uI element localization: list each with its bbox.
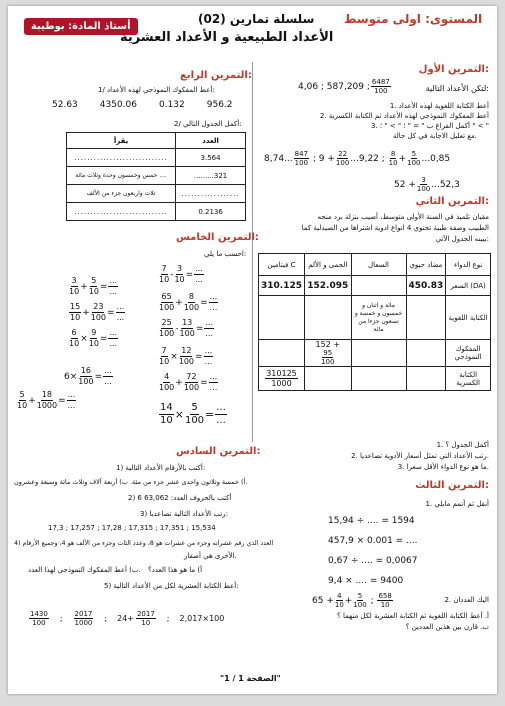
frac-denominator: ... — [109, 287, 118, 296]
e1-frac2 — [353, 592, 366, 609]
ex5-operation — [68, 276, 119, 297]
frac-numerator: ... — [109, 328, 118, 337]
teacher-stamp: أستاذ المادة: بوطيبة — [24, 18, 138, 35]
price-fever: 152.095 — [305, 276, 352, 296]
ex3-numbers: 65 + $\frac{4}{10}$ + $\frac{5}{100}$ ; $\frac{658}{10}$ — [312, 592, 392, 609]
cmp3-d1: 10 — [388, 159, 398, 167]
ex6-q3-list: 17,3 ; 17,257 ; 17,28 ; 17,315 ; 17,351 ; 15,534 — [48, 524, 216, 532]
cmp1-frac — [294, 150, 309, 167]
ex4-value-2: 4350.06 — [99, 100, 137, 110]
ex5-title: التمرين الخامس: — [176, 232, 259, 243]
cmp2-frac — [336, 150, 349, 167]
price-antibiotic: 450.83 — [406, 276, 446, 296]
frac-denominator: 100 — [159, 383, 175, 392]
ex6-q2: 2) أكتب بالحروف العدد: 63,062 6 — [128, 494, 232, 502]
ex3-q1: 1. أنقل ثم أتمم مايلي — [425, 500, 489, 508]
f1-den: 100 — [32, 619, 46, 627]
e2-den: 10 — [380, 601, 390, 609]
dev-antibiotic — [406, 340, 446, 367]
cmp4-num: 3 — [421, 176, 426, 184]
ex1-intro: لتكن الأعداد التالية: — [425, 84, 489, 93]
ex1-title: التمرين الأول: — [418, 64, 489, 75]
ex5-fraction — [209, 372, 219, 393]
ex1-q3: 3. أكمل الفراغ ب " = " ؛ " > " ؛ " < " — [370, 122, 489, 130]
e1-pre: 65 + — [312, 595, 334, 606]
ex1-fraction — [371, 78, 391, 95]
e1-d1: 10 — [334, 601, 344, 609]
ex5-symbol: = — [99, 333, 108, 344]
f1-num: 1430 — [30, 610, 48, 618]
ex6-f2 — [74, 610, 94, 627]
ex5-operation — [158, 264, 205, 285]
ex4-r1-reads: ............................. — [67, 149, 176, 167]
ex1-comparisons: 8,74... $\frac{847}{100}$ ; 9 + $\frac{22}{100}$ ...9,22 ; $\frac{8}{10}$ + $\frac{5}{100}$ ...0,85 — [264, 150, 451, 167]
dev-frac — [321, 349, 334, 366]
frac-numerator: 7 — [161, 346, 167, 355]
frac-denominator: 100 — [178, 357, 195, 366]
frac-vitamin — [259, 367, 305, 391]
written-vitamin — [259, 296, 305, 340]
ex5-operation — [158, 402, 228, 427]
frac-denominator: ... — [209, 303, 218, 312]
worksheet-page — [8, 6, 497, 694]
ex2-q3: 3. ما هو نوع الدواء الأقل سعرا. — [397, 463, 489, 471]
op-sum-n2: 18 — [41, 390, 52, 399]
e2-num: 658 — [378, 592, 392, 600]
ex5-fraction — [159, 318, 174, 339]
ex5-fraction — [108, 328, 118, 349]
frac-denominator: 100 — [183, 303, 200, 312]
ex6-q4a: أ) ما هو هذا العدد؟ — [148, 566, 203, 574]
e1-n2: 5 — [357, 592, 363, 600]
ex5-subtitle: احسب ما يلي: — [204, 250, 247, 258]
page-footer: "الصفحة 1 / 1" — [220, 674, 281, 683]
ex5-symbol: × — [174, 408, 184, 421]
ex5-fraction — [180, 318, 195, 339]
written-fever — [305, 296, 352, 340]
ex5-symbol: + — [175, 377, 183, 388]
f3-den: 10 — [141, 619, 151, 627]
ex6-q4: 4) العدد الذي رقم عشراته وجزء من عشرات هو 8، وعدد الئات وجزء من الألف هو 4، وجميع الأرقام — [14, 540, 274, 547]
ex5-op-sum — [16, 390, 77, 411]
cmp2-num: 22 — [338, 150, 348, 158]
ex4-value-3: 0.132 — [158, 100, 185, 110]
ex5-fraction — [108, 276, 118, 297]
ex3-title: التمرين الثالث: — [415, 480, 489, 491]
frac-numerator: ... — [209, 292, 218, 301]
dev-fever — [305, 340, 352, 367]
op-sum-rn: ... — [67, 390, 76, 399]
op-sum-frac2 — [37, 390, 57, 411]
op-int-frac — [78, 366, 93, 387]
ex5-symbol: × — [80, 333, 88, 344]
ex6-q1a: أ) خمسة وثلاثون واحدى عشر جزء من مئة. ب) أربعة آلاف وثلاث مائة وسبعة وعشرون. — [14, 478, 248, 486]
op-sum-eq: = — [58, 395, 66, 406]
ex5-fraction — [159, 264, 169, 285]
ex3-q2: 2. اليك العددان — [444, 596, 489, 604]
frac-numerator: 3 — [71, 276, 77, 285]
ex4-r2-number: .........321 — [176, 167, 246, 185]
frac-numerator: ... — [216, 402, 226, 413]
cmp3-post: ...0,85 — [421, 153, 451, 164]
cmp4-post: ...52,3 — [431, 179, 460, 190]
ex5-operation — [68, 302, 126, 323]
ex5-fraction — [194, 264, 204, 285]
ex5-symbol: = — [99, 281, 108, 292]
cmp1-pre: 8,74... — [264, 153, 293, 164]
f3-pre: 24+ — [117, 614, 134, 623]
frac-numerator: 4 — [164, 372, 170, 381]
frac-denominator: ... — [205, 329, 213, 338]
ex2-text3: يبينه الجدول الآتي: — [435, 235, 489, 243]
ex4-values — [52, 100, 233, 110]
frac-numerator: 15 — [70, 302, 81, 311]
frac-numerator: ... — [204, 346, 213, 355]
f2-num: 2017 — [74, 610, 93, 618]
price-cough — [351, 276, 406, 296]
ex5-symbol: = — [107, 307, 115, 318]
row-written: الكتابة اللغوية — [446, 296, 491, 340]
ex5-symbol: = — [200, 297, 208, 308]
frac-num: 310125 — [266, 369, 297, 378]
col-antibiotic: مضاد حيوي — [406, 254, 446, 276]
ex4-r2-reads: خمس وخمسون وحدة وثلاث مائة .... — [67, 167, 176, 185]
frac-denominator: 10 — [174, 275, 185, 284]
ex5-fraction — [204, 318, 214, 339]
ex5-fraction — [159, 372, 174, 393]
ex5-operation — [158, 372, 219, 393]
frac-numerator: 7 — [161, 264, 167, 273]
frac-fever — [305, 367, 352, 391]
ex6-q4c: ب) أعط المفكوك النموذجي لهذا العدد. — [28, 566, 141, 574]
frac-denominator: 10 — [70, 313, 81, 322]
cmp1-den: 100 — [294, 159, 308, 167]
frac-denominator: 100 — [179, 329, 195, 338]
medicine-table — [258, 253, 491, 391]
frac-numerator: 12 — [181, 346, 192, 355]
row-price: السعر (DA) — [446, 276, 491, 296]
frac-numerator: 65 — [161, 292, 172, 301]
ex4-title: التمرين الرابع: — [180, 70, 252, 81]
ex3-line1: 15,94 ÷ .... = 1594 — [328, 516, 415, 526]
frac-denominator: ... — [209, 383, 218, 392]
ex1-numbers-text: 4,06 ; 587,209 ; — [298, 81, 370, 92]
frac-numerator: 9 — [91, 328, 97, 337]
ex6-q1: 1) أكتب بالأرقام الأعداد التالية: — [116, 464, 206, 472]
ex4-r1-number: 3.564 — [176, 149, 246, 167]
row-dev: المفكوك النموذجي — [446, 340, 491, 367]
ex5-fraction — [204, 346, 214, 367]
op-int-num: 16 — [80, 366, 92, 375]
ex4-col-reads: يقرأ — [67, 133, 176, 149]
frac-denominator: ... — [109, 339, 118, 348]
frac-numerator: 72 — [186, 372, 197, 381]
ex1-frac-den: 100 — [374, 87, 388, 95]
frac-denominator: ... — [116, 313, 125, 322]
ex4-r4-number: 0.2136 — [176, 203, 246, 221]
dev-den: 100 — [321, 358, 335, 366]
ex5-fraction — [209, 292, 219, 313]
ex5-operation — [68, 328, 119, 349]
series-title: سلسلة تمارين (02) — [198, 12, 315, 26]
row-frac: الكتابة الكسرية — [446, 367, 491, 391]
ex4-table — [66, 132, 246, 221]
ex6-q4b: الأخرى هي أصفار. — [184, 552, 237, 560]
frac-numerator: ... — [205, 318, 213, 327]
frac-denominator: 10 — [159, 357, 170, 366]
ex3-q2b: ب. قارن بين هذين العددين ؟ — [405, 623, 489, 631]
frac-numerator: 14 — [160, 402, 173, 413]
topic-title: الأعداد الطبيعية و الأعداد العشرية — [120, 30, 334, 45]
ex2-text2: الطبيب وصفة طبية تحتوي 4 انواع ادوية اشتراها من الصيدلية كما — [301, 224, 489, 232]
op-sum-n1: 5 — [19, 390, 25, 399]
ex5-fraction — [159, 346, 169, 367]
ex3-q2a: أ. أعط الكتابة اللغوية ثم الكتابة العشرية لكل منهما ؟ — [337, 612, 489, 620]
frac-numerator: ... — [195, 264, 203, 273]
frac-denominator: 100 — [159, 303, 175, 312]
ex5-fraction — [184, 372, 199, 393]
written-cough: مائة و اثنان و خمسون و خمسة و تسعون جزءا من مائة — [351, 296, 406, 340]
ex2-q1: 1. أكمل الجدول ؟ — [436, 441, 489, 449]
e2-frac — [377, 592, 392, 609]
frac-numerator: 23 — [93, 302, 104, 311]
ex5-fraction — [215, 402, 227, 427]
frac-numerator: 13 — [182, 318, 193, 327]
frac-numerator: 3 — [176, 264, 183, 273]
op-sum-op: + — [28, 395, 36, 406]
op-int-eq: = — [94, 371, 103, 382]
ex5-symbol: = — [195, 323, 204, 334]
ex5-op-int — [64, 366, 114, 387]
cmp4-pre: 52 + — [394, 179, 416, 190]
frac-numerator: 6 — [71, 328, 77, 337]
price-vitamin: 310.125 — [259, 276, 305, 296]
frac-denominator: ... — [216, 415, 226, 426]
ex4-r4-reads: ............................. — [67, 203, 176, 221]
op-int-rd: ... — [104, 377, 112, 386]
ex4-col-number: العدد — [176, 133, 246, 149]
ex5-fraction — [184, 292, 199, 313]
frac-numerator: 5 — [191, 402, 198, 413]
op-sum-result — [67, 390, 77, 411]
op-sum-d2: 1000 — [36, 401, 58, 410]
ex4-q1: 1/ أعط المفكوك النموذجي لهذه الأعداد: — [98, 86, 215, 94]
ex1-q1: 1. أعط الكتابة اللغوية لهذه الأعداد — [389, 102, 489, 110]
cmp3-frac1 — [389, 150, 398, 167]
ex4-value-4: 956.2 — [206, 100, 233, 110]
ex5-fraction — [69, 276, 79, 297]
e1-d2: 100 — [353, 601, 367, 609]
ex1-numbers — [298, 78, 392, 95]
frac-denominator: 10 — [88, 339, 99, 348]
ex5-fraction — [89, 276, 99, 297]
frac-denominator: 100 — [184, 415, 205, 426]
op-sum-frac1 — [17, 390, 27, 411]
frac-denominator: 100 — [159, 329, 175, 338]
frac-denominator: ... — [195, 275, 203, 284]
frac-numerator: 8 — [188, 292, 195, 301]
op-int-result — [103, 366, 113, 387]
frac-numerator: 5 — [91, 276, 97, 285]
op-sum-d1: 10 — [17, 401, 28, 410]
frac-numerator: ... — [109, 276, 118, 285]
dev-num: 95 — [323, 349, 333, 357]
frac-denominator: 100 — [183, 383, 200, 392]
cmp3-frac2 — [407, 150, 420, 167]
col-cough: السعال — [351, 254, 406, 276]
ex1-q3-note: مع تعليل الاجابة في كل حالة. — [392, 132, 477, 140]
frac-antibiotic — [406, 367, 446, 391]
cmp2-pre: 9 + — [318, 153, 335, 164]
ex5-symbol: = — [205, 408, 215, 421]
op-int-rn: ... — [104, 366, 112, 375]
frac-denominator: 100 — [90, 313, 107, 322]
col-fever: الحمى و الألم — [305, 254, 352, 276]
ex5-fraction — [69, 302, 81, 323]
ex6-f3 — [136, 610, 156, 627]
cmp3-n1: 8 — [390, 150, 396, 158]
ex5-symbol: + — [175, 297, 183, 308]
cmp3-n2: 5 — [411, 150, 417, 158]
frac-denominator: ... — [204, 357, 213, 366]
ex5-fraction — [91, 302, 106, 323]
col-type: نوع الدواء — [446, 254, 491, 276]
written-antibiotic — [406, 296, 446, 340]
col-vitamin: فيتامين C — [259, 254, 305, 276]
e1-frac1 — [335, 592, 344, 609]
ex6-q3: 3) رتب الأعداد التالية تصاعديا: — [140, 510, 228, 518]
frac-denominator: 10 — [69, 287, 80, 296]
frac-numerator: ... — [116, 302, 125, 311]
ex5-fraction — [159, 292, 174, 313]
f3-num: 2017 — [136, 610, 155, 618]
ex5-symbol: = — [195, 351, 203, 362]
ex5-fraction — [116, 302, 126, 323]
ex4-r3-reads: ثلاث واربعون جزء من الألف — [67, 185, 176, 203]
level-label: المستوى: اولى متوسط — [344, 12, 483, 26]
ex5-fraction — [159, 402, 174, 427]
frac-numerator: ... — [209, 372, 218, 381]
ex5-symbol: - — [170, 269, 174, 280]
ex5-operation — [158, 292, 219, 313]
cmp1-num: 847 — [294, 150, 308, 158]
cmp4-frac — [417, 176, 430, 193]
ex5-operation — [158, 346, 214, 367]
op-int-den: 100 — [78, 377, 94, 386]
ex3-line2: 457,9 × 0.001 = .... — [328, 536, 418, 546]
ex6-q5: 5) أعط الكتابة العشرية لكل من الأعداد التالية: — [104, 582, 239, 590]
frac-denominator: 10 — [159, 275, 170, 284]
ex1-q2: 2. أعط المفكوك النموذجي لهذه الأعداد ثم الكتابة الكسرية — [319, 112, 489, 120]
ex2-text1: مقيان تلميذ في السنة الأولى متوسط، أصيب بنزلة برد منحه — [317, 213, 489, 221]
ex6-fractions: $\frac{1430}{100}$ ; $\frac{2017}{1000}$ ; 24+ $\frac{2017}{10}$ ; 2,017×100 — [30, 610, 225, 627]
frac-numerator: 25 — [161, 318, 172, 327]
frac-denominator: 10 — [69, 339, 80, 348]
cmp3-d2: 100 — [407, 159, 421, 167]
ex5-symbol: - — [175, 323, 179, 334]
frac-denominator: 10 — [160, 415, 173, 426]
frac-vitamin-value — [265, 369, 298, 388]
ex2-q2: 2. رتب الأعداد التي تمثل أسعار الأدوية تصاعديا. — [351, 452, 489, 460]
ex5-symbol: = — [200, 377, 208, 388]
dev-pre: 152 + — [315, 340, 341, 349]
ex5-operation — [158, 318, 215, 339]
ex5-fraction — [174, 264, 184, 285]
frac-cough — [351, 367, 406, 391]
frac-den: 1000 — [271, 379, 292, 388]
ex4-r3-number: .................. — [176, 185, 246, 203]
op-sum-rd: ... — [67, 401, 76, 410]
ex2-title: التمرين الثاني: — [415, 196, 489, 207]
dev-cough — [351, 340, 406, 367]
ex1-cmp4 — [394, 176, 460, 193]
f4: 2,017×100 — [179, 614, 225, 623]
ex5-fraction — [89, 328, 99, 349]
e1-n1: 4 — [337, 592, 342, 600]
dev-vitamin — [259, 340, 305, 367]
ex5-fraction — [69, 328, 79, 349]
ex4-q2: 2/ أكمل الجدول التالي: — [174, 120, 242, 128]
ex1-frac-num: 6487 — [371, 78, 390, 86]
frac-denominator: 10 — [88, 287, 99, 296]
ex5-symbol: × — [170, 351, 178, 362]
ex6-title: التمرين السادس: — [176, 446, 261, 457]
column-divider — [252, 62, 253, 442]
ex5-symbol: + — [80, 281, 88, 292]
cmp2-den: 100 — [335, 159, 350, 167]
ex5-fraction — [179, 346, 194, 367]
f2-den: 1000 — [74, 619, 93, 627]
ex6-f1 — [29, 610, 49, 627]
op-int-pre: 6× — [64, 371, 78, 382]
ex3-line4: 9,4 × .... = 9400 — [328, 576, 404, 586]
ex5-symbol: = — [185, 269, 194, 280]
ex5-fraction — [185, 402, 204, 427]
ex4-value-1: 52.63 — [52, 100, 78, 110]
ex5-symbol: + — [82, 307, 90, 318]
cmp4-den: 100 — [416, 185, 431, 193]
ex3-line3: 0,67 ÷ .... = 0,0067 — [328, 556, 418, 566]
cmp2-post: ...9,22 — [350, 153, 379, 164]
